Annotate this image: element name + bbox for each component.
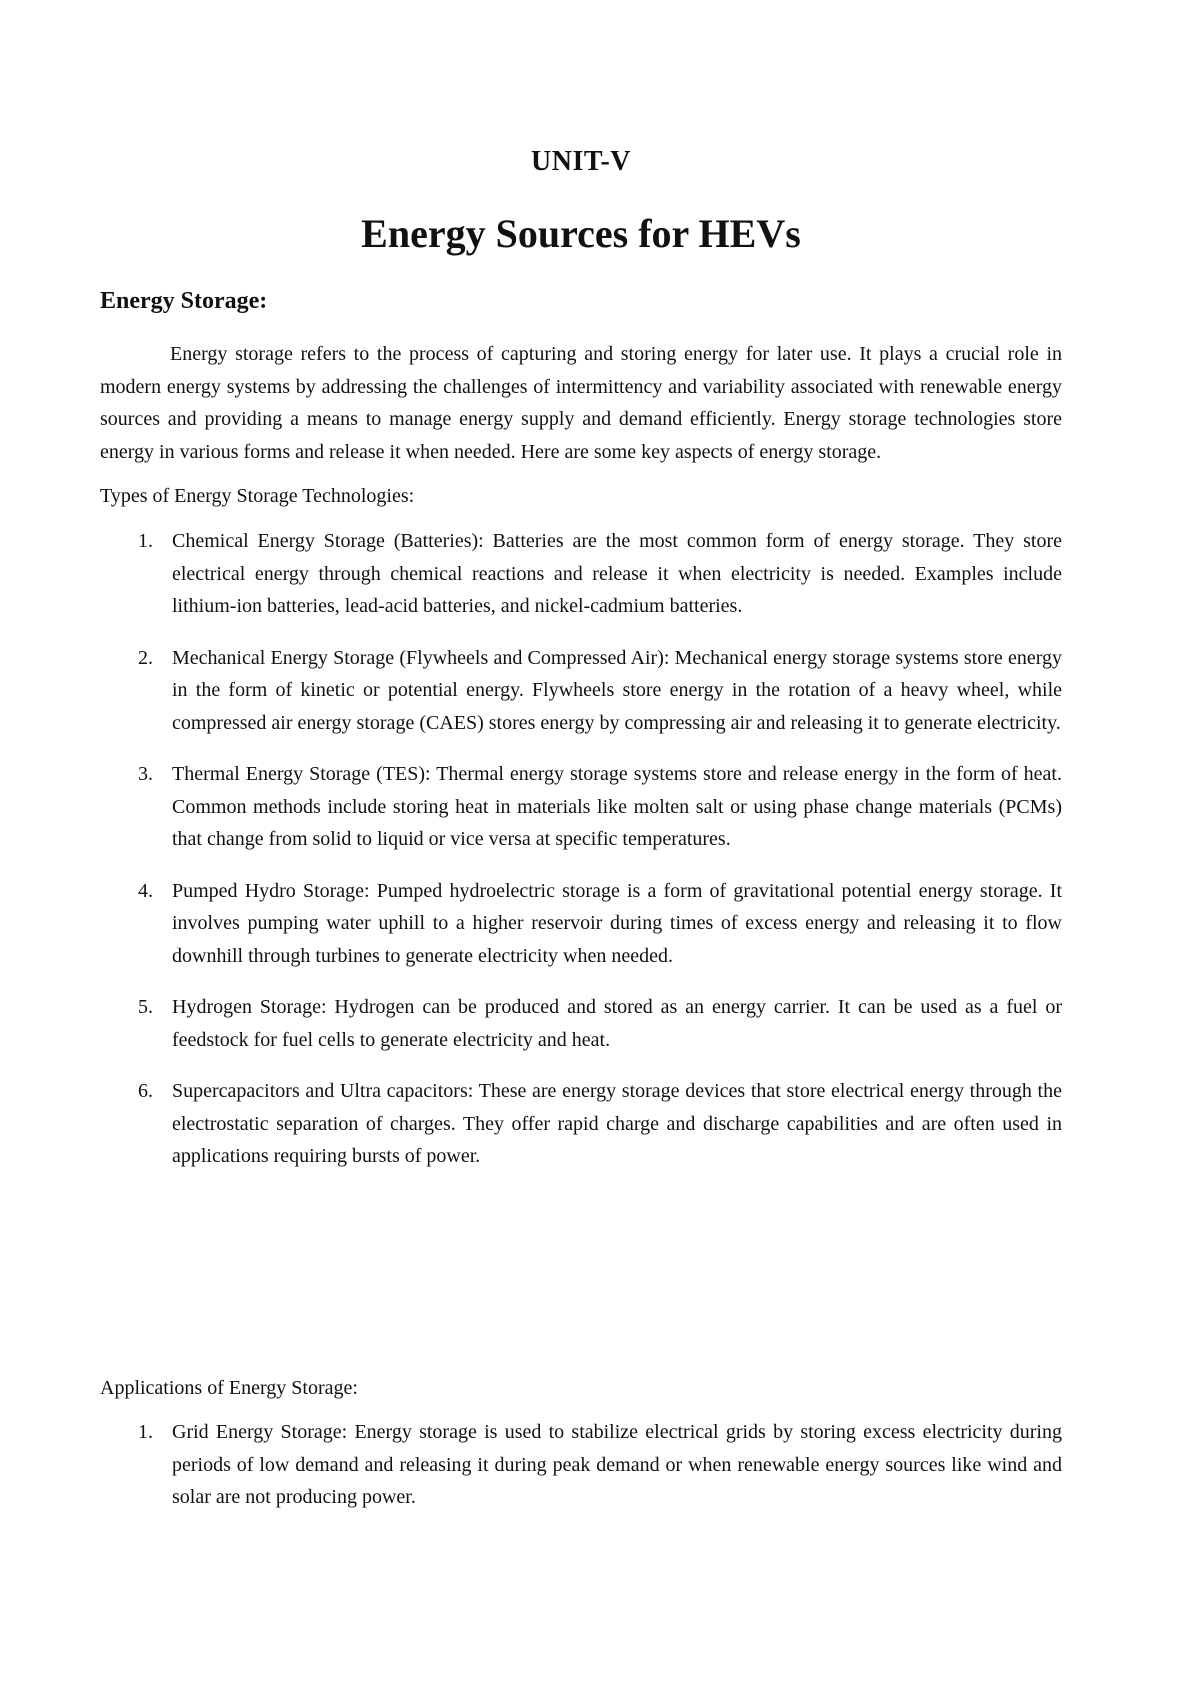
list-item-text: Chemical Energy Storage (Batteries): Batteries are the most common form of energy storage. They store electrical energy through chemical reactions and release it when electricity is needed. Examples include lithium-ion batteries, lead-acid batteries, and nickel-cadmium batteries. — [172, 530, 1062, 617]
list-item-text: Hydrogen Storage: Hydrogen can be produced and stored as an energy carrier. It can be used as a fuel or feedstock for fuel cells to generate electricity and heat. — [172, 996, 1062, 1051]
list-item-text: Mechanical Energy Storage (Flywheels and Compressed Air): Mechanical energy storage systems store energy in the form of kinetic or potential energy. Flywheels store energy in the rotation of a heavy wheel, while compressed air energy storage (CAES) stores energy by compressing air and releasing it to generate electricity. — [172, 646, 1062, 734]
list-number: 4. — [138, 879, 153, 902]
types-heading: Types of Energy Storage Technologies: — [100, 485, 415, 507]
section-heading: Energy Storage: — [100, 288, 268, 314]
list-number: 5. — [138, 996, 153, 1018]
list-item-text: Grid Energy Storage: Energy storage is used to stabilize electrical grids by storing excess electricity during periods of low demand and releasing it during peak demand or when renewable energy sources like wind and solar are not producing power. — [172, 1421, 1062, 1508]
applications-list — [100, 1416, 1062, 1533]
document-page — [100, 0, 1062, 1696]
unit-title: UNIT-V — [531, 146, 631, 177]
list-item-text: Supercapacitors and Ultra capacitors: These are energy storage devices that store electrical energy through the electrostatic separation of charges. They offer rapid charge and discharge capabilities and are often used in applications requiring bursts of power. — [172, 1080, 1062, 1167]
list-number: 1. — [138, 1421, 153, 1443]
list-number: 1. — [138, 530, 153, 552]
list-item — [100, 642, 1062, 740]
applications-heading: Applications of Energy Storage: — [100, 1377, 358, 1399]
list-item-text: Pumped Hydro Storage: Pumped hydroelectric storage is a form of gravitational potential energy storage. It involves pumping water uphill to a higher reservoir during times of excess energy and releasing it to flow downhill through turbines to generate electricity when needed. — [172, 879, 1062, 967]
intro-paragraph: Energy storage refers to the process of capturing and storing energy for later use. It plays a crucial role in modern energy systems by addressing the challenges of intermittency and variability associated with renewable energy sources and providing a means to manage energy supply and demand efficiently. Energy storage technologies store energy in various forms and release it when needed. Here are some key aspects of energy storage. — [100, 343, 1062, 463]
list-number: 6. — [138, 1080, 153, 1102]
types-list — [100, 525, 1062, 1192]
list-item — [100, 875, 1062, 973]
list-item — [100, 991, 1062, 1056]
list-item — [100, 1416, 1062, 1514]
list-item — [100, 758, 1062, 856]
main-title: Energy Sources for HEVs — [361, 211, 801, 256]
list-number: 3. — [138, 763, 153, 785]
list-item-text: Thermal Energy Storage (TES): Thermal energy storage systems store and release energy in the form of heat. Common methods include storing heat in materials like molten salt or using phase change materials (PCMs) that change from solid to liquid or vice versa at specific temperatures. — [172, 763, 1062, 850]
list-number: 2. — [138, 646, 153, 669]
list-item — [100, 525, 1062, 623]
list-item — [100, 1075, 1062, 1173]
